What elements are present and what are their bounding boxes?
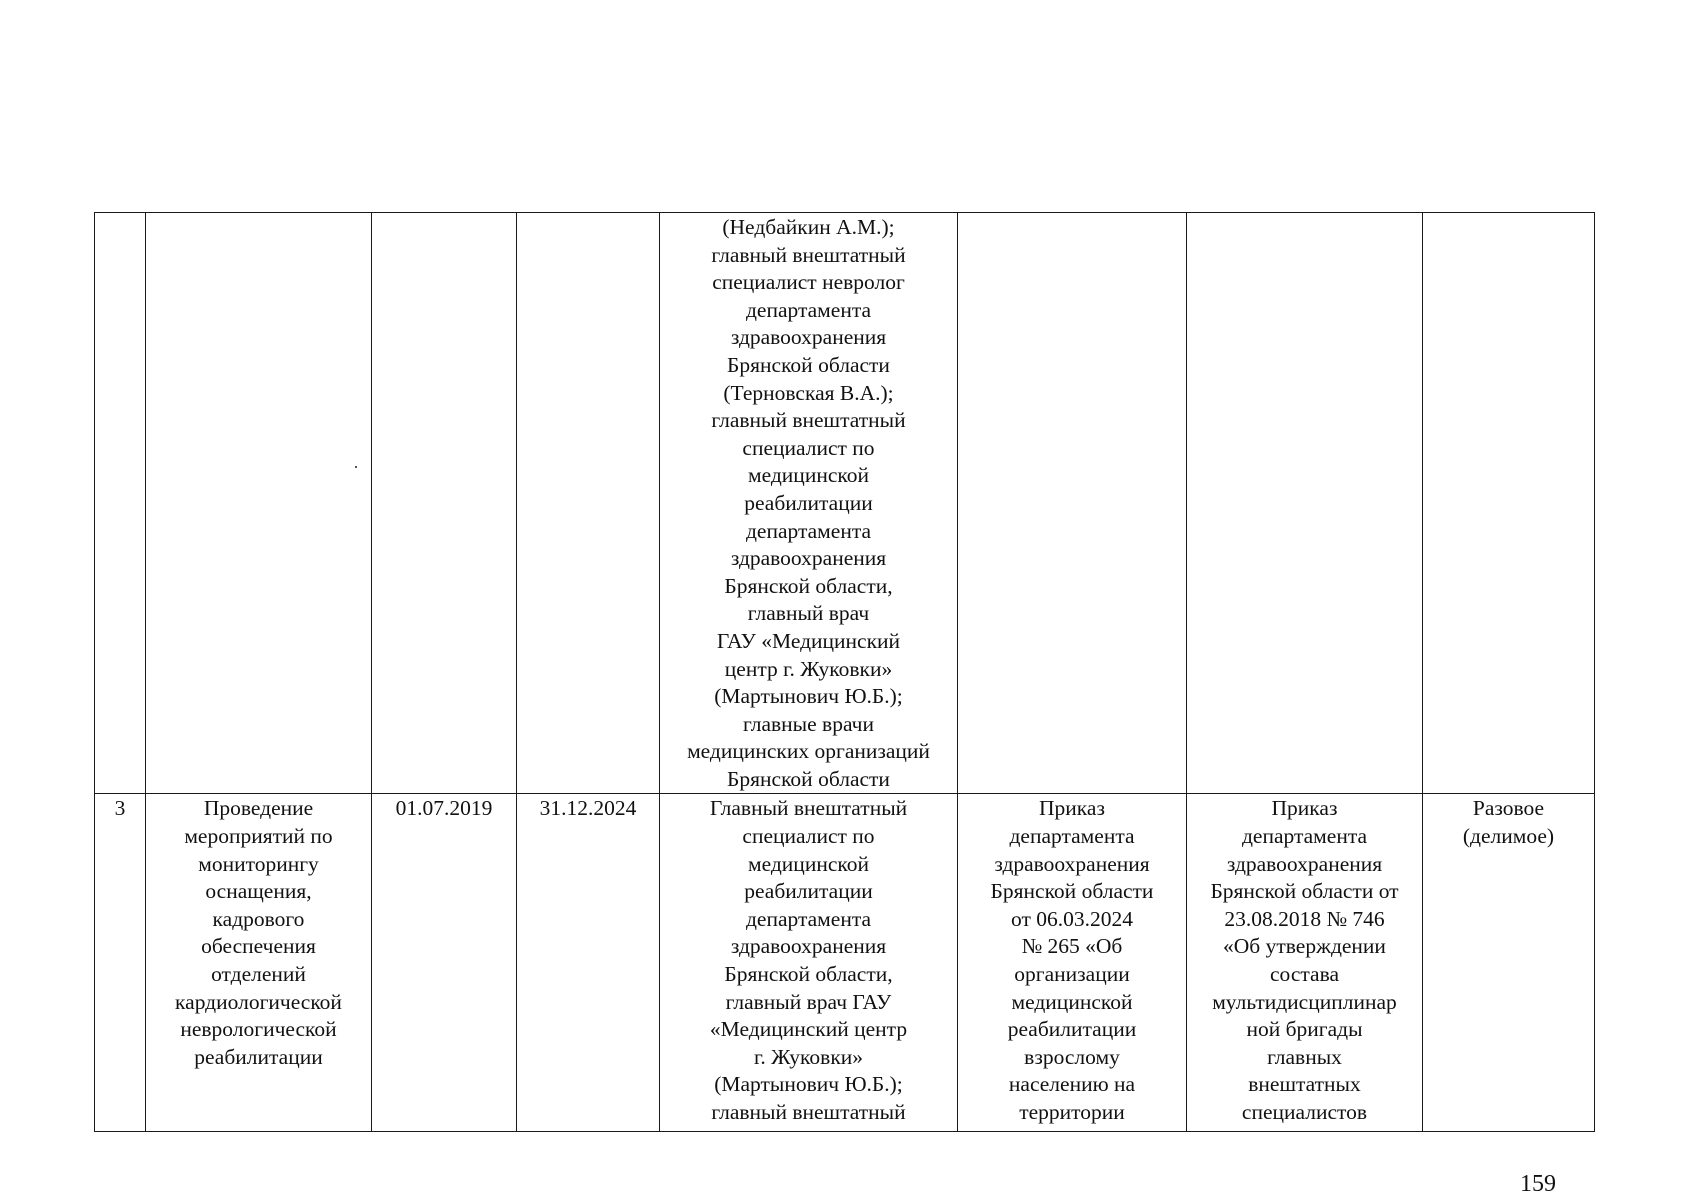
- cell-type: [1423, 794, 1595, 1132]
- cell-start-date: [372, 794, 517, 1132]
- page-number: 159: [1520, 1171, 1556, 1197]
- cell-result-document: [958, 794, 1187, 1132]
- cell-responsible: [660, 794, 958, 1132]
- cell-responsible: [660, 213, 958, 794]
- cell-basis-document: [1187, 213, 1423, 794]
- cell-basis-document: [1187, 794, 1423, 1132]
- responsible-text: (Недбайкин А.М.); главный внештатный специалист невролог департамента здравоохранения Брянской области (Терновская В.А.); главный внештатный специалист по медицинской реабилитации департамента здравоохранения Брянской области, главный врач ГАУ «Медицинский центр г. Жуковки» (Мартынович Ю.Б.); главные врачи медицинских организаций Брянской области: [687, 215, 930, 791]
- cell-end-date: [517, 794, 660, 1132]
- cell-activity: [146, 794, 372, 1132]
- responsible-text: Главный внештатный специалист по медицинской реабилитации департамента здравоохранения Брянской области, главный врач ГАУ «Медицинский центр г. Жуковки» (Мартынович Ю.Б.); главный внештатный: [709, 796, 908, 1124]
- cell-start-date: [372, 213, 517, 794]
- type-text: Разовое (делимое): [1462, 796, 1555, 849]
- table-row-3: [95, 794, 1595, 1132]
- activity-text: Проведение мероприятий по мониторингу оснащения, кадрового обеспечения отделений кардиологической неврологической реабилитации: [175, 796, 342, 1069]
- end-date: 31.12.2024: [539, 796, 637, 821]
- activity-table: [94, 212, 1595, 1132]
- result-document-text: Приказ департамента здравоохранения Брянской области от 06.03.2024 № 265 «Об организации медицинской реабилитации взрослому населению на территории: [990, 796, 1154, 1124]
- basis-document-text: Приказ департамента здравоохранения Брянской области от 23.08.2018 № 746 «Об утверждении состава мультидисциплинар ной бригады главных внештатных специалистов: [1210, 796, 1399, 1124]
- cell-end-date: [517, 213, 660, 794]
- cell-number: [95, 213, 146, 794]
- table-row-continuation: [95, 213, 1595, 794]
- cell-result-document: [958, 213, 1187, 794]
- start-date: 01.07.2019: [395, 796, 493, 821]
- scan-speck: [355, 466, 357, 468]
- cell-number: [95, 794, 146, 1132]
- cell-type: [1423, 213, 1595, 794]
- row-number: 3: [114, 796, 126, 821]
- cell-activity: [146, 213, 372, 794]
